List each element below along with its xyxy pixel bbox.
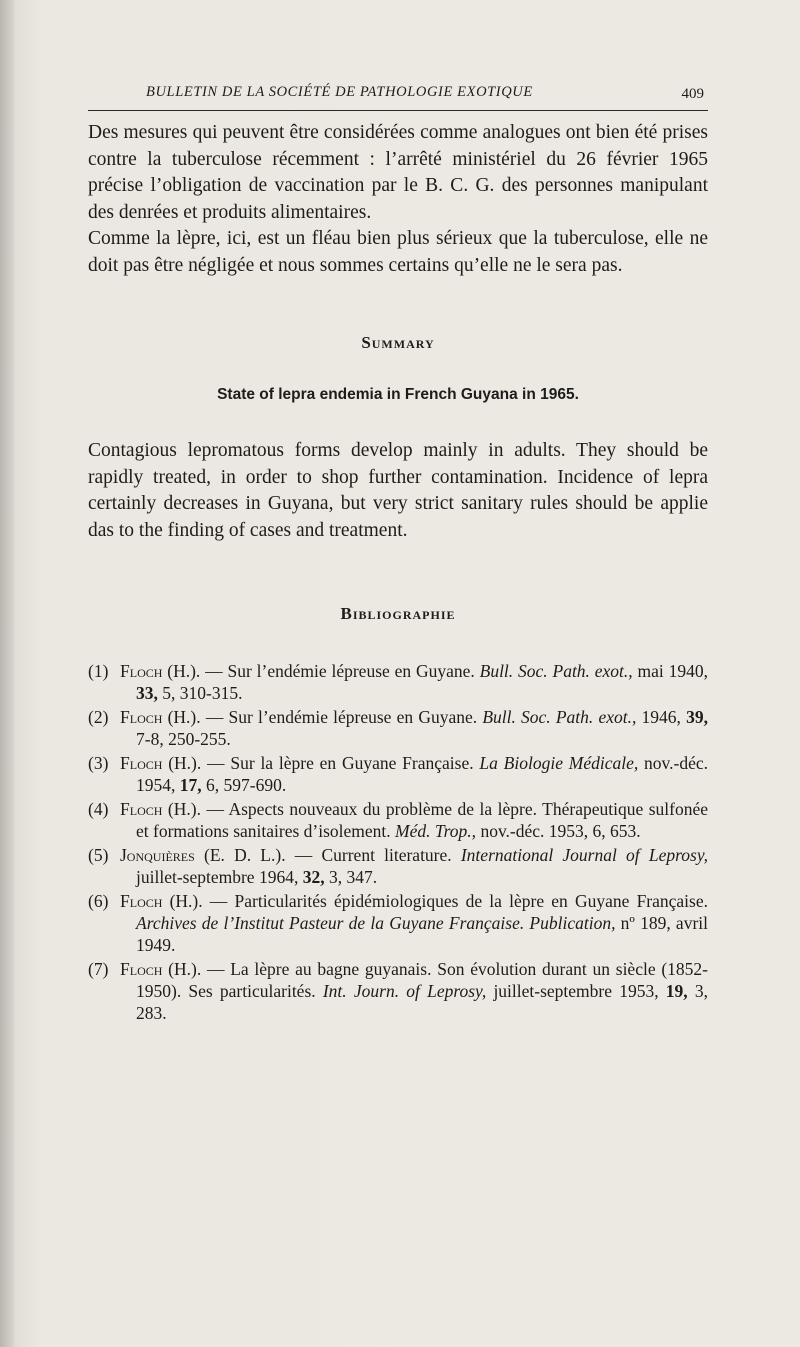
- ref-number: (2): [88, 707, 109, 727]
- ref-initials: (E. D. L.). —: [194, 845, 322, 865]
- ref-initials: (H.). —: [162, 661, 228, 681]
- reference-item: [88, 958, 708, 1024]
- ref-initials: (H.). —: [162, 891, 235, 911]
- bibliography-heading: Bibliographie: [340, 604, 456, 623]
- ref-author: Floch: [120, 959, 163, 979]
- ref-pages: 3, 283.: [136, 981, 708, 1023]
- ref-number: (7): [88, 959, 109, 979]
- ref-title: Current literature.: [321, 845, 461, 865]
- ref-volume: 32,: [302, 867, 325, 887]
- ref-date: nov.-déc. 1953,: [476, 821, 593, 841]
- page-number: 409: [681, 86, 704, 102]
- book-spine-shadow: [0, 0, 14, 1347]
- ref-title: La lèpre au bagne guyanais. Son évolution durant un siècle (1852-1950). Ses particularités.: [136, 959, 708, 1001]
- ref-initials: (H.). —: [162, 707, 229, 727]
- reference-item: [88, 752, 708, 796]
- ref-author: Floch: [120, 707, 163, 727]
- ref-author: Floch: [120, 799, 163, 819]
- ref-volume: 19,: [665, 981, 688, 1001]
- ref-volume: 39,: [686, 707, 708, 727]
- ref-number: (3): [88, 753, 109, 773]
- ref-title: Sur l’endémie lépreuse en Guyane.: [228, 707, 483, 727]
- ref-journal: Int. Journ. of Leprosy,: [322, 981, 487, 1001]
- ref-date: mai 1940,: [632, 661, 708, 681]
- ref-journal: Bull. Soc. Path. exot.,: [482, 707, 637, 727]
- running-title: BULLETIN DE LA SOCIÉTÉ DE PATHOLOGIE EXOTIQUE: [146, 84, 533, 100]
- ref-initials: (H.). —: [162, 799, 229, 819]
- ref-pages: 6, 597-690.: [201, 775, 287, 795]
- ref-number: (4): [88, 799, 109, 819]
- reference-item: [88, 660, 708, 704]
- ref-title: Aspects nouveaux du problème de la lèpre. Thérapeutique sulfonée et formations sanitaires d’isolement.: [136, 799, 709, 841]
- ref-title: Particularités épidémiologiques de la lèpre en Guyane Française.: [234, 891, 708, 911]
- ref-title: Sur l’endémie lépreuse en Guyane.: [227, 661, 480, 681]
- ref-date: 1946,: [636, 707, 687, 727]
- ref-journal: Archives de l’Institut Pasteur de la Guyane Française. Publication,: [136, 913, 616, 933]
- ref-author: Floch: [120, 891, 163, 911]
- ref-date: nov.-déc. 1954,: [136, 753, 709, 795]
- ref-date: juillet-septembre 1964,: [136, 867, 303, 887]
- ref-date: nº 189, avril 1949.: [136, 913, 708, 955]
- ref-journal: Bull. Soc. Path. exot.,: [479, 661, 633, 681]
- reference-item: [88, 798, 708, 842]
- intro-paragraph-2: Comme la lèpre, ici, est un fléau bien plus sérieux que la tuberculose, elle ne doit pas être négligée et nous sommes certains qu’elle ne le sera pas.: [88, 228, 708, 276]
- ref-pages: 3, 347.: [324, 867, 378, 887]
- ref-initials: (H.). —: [162, 753, 231, 773]
- ref-volume: 17,: [179, 775, 202, 795]
- intro-paragraph-1: Des mesures qui peuvent être considérées comme analogues ont bien été prises contre la tuberculose récemment : l’arrêté ministériel du 26 février 1965 précise l’obligation de vaccination par le B. C. G. des personnes manipulant des denrées et produits alimentaires.: [88, 122, 708, 223]
- ref-journal: Méd. Trop.,: [395, 821, 477, 841]
- ref-date: juillet-septembre 1953,: [486, 981, 666, 1001]
- ref-volume: 33,: [136, 683, 158, 703]
- summary-subtitle: State of lepra endemia in French Guyana in 1965.: [217, 386, 579, 403]
- ref-number: (5): [88, 845, 109, 865]
- ref-author: Jonquières: [120, 845, 195, 865]
- ref-number: (1): [88, 661, 109, 681]
- ref-pages: 7-8, 250-255.: [136, 729, 231, 749]
- page-content: [88, 120, 709, 1023]
- reference-item: [88, 844, 708, 888]
- reference-item: [88, 706, 708, 750]
- ref-title: Sur la lèpre en Guyane Française.: [230, 753, 480, 773]
- summary-heading: Summary: [361, 333, 435, 352]
- reference-item: [88, 890, 708, 956]
- ref-pages: 5, 310-315.: [157, 683, 243, 703]
- header-rule: [88, 110, 708, 111]
- ref-author: Floch: [120, 661, 163, 681]
- page-header: [88, 84, 708, 106]
- ref-author: Floch: [120, 753, 163, 773]
- ref-initials: (H.). —: [162, 959, 231, 979]
- ref-number: (6): [88, 891, 109, 911]
- ref-journal: La Biologie Médicale,: [479, 753, 639, 773]
- ref-journal: International Journal of Leprosy,: [460, 845, 708, 865]
- ref-pages: 6, 653.: [592, 821, 641, 841]
- reference-list: [88, 660, 708, 1026]
- summary-text: Contagious lepromatous forms develop mainly in adults. They should be rapidly treated, in order to shop further contamination. Incidence of lepra certainly decreases in Guyana, but very strict sanitary rules should be applie das to the finding of cases and treatment.: [88, 440, 708, 541]
